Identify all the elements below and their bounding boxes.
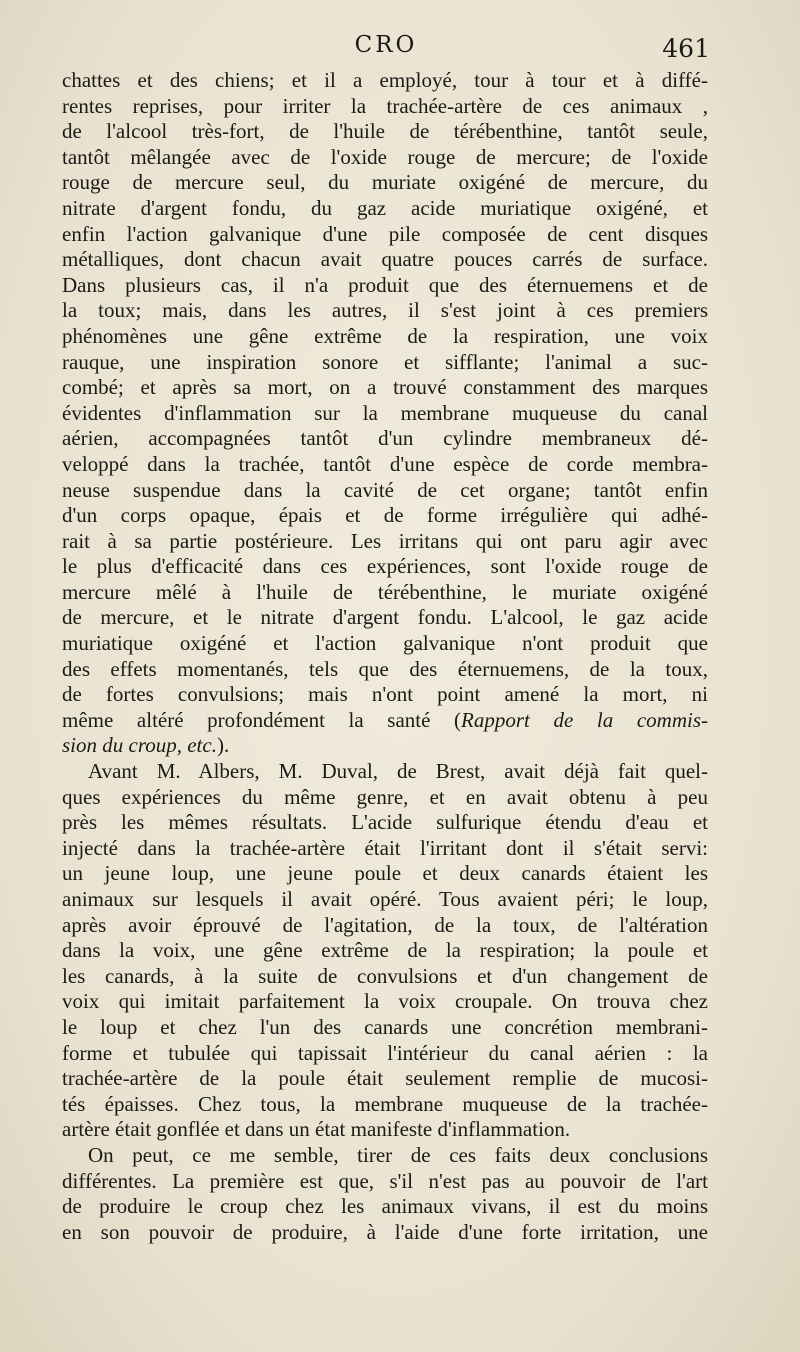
text-line: rait à sa partie postérieure. Les irritans qui ont paru agir avec — [62, 528, 708, 553]
text-line: trachée-artère de la poule était seulement remplie de mucosi- — [62, 1066, 708, 1091]
paragraph-3 — [62, 1143, 708, 1245]
text-line: On peut, ce me semble, tirer de ces faits deux conclusions — [88, 1142, 708, 1167]
text-line: injecté dans la trachée-artère était l'irritant dont il s'était servi: — [62, 835, 708, 860]
text-line: le loup et chez l'un des canards une concrétion membrani- — [62, 1014, 708, 1039]
text-line: combé; et après sa mort, on a trouvé constamment des marques — [62, 375, 708, 400]
text-line: sion du croup, etc.). — [62, 733, 230, 758]
text-line: de l'alcool très-fort, de l'huile de térébenthine, tantôt seule, — [62, 119, 708, 144]
paragraph-1 — [62, 68, 708, 708]
text-line: évidentes d'inflammation sur la membrane muqueuse du canal — [62, 400, 708, 425]
text-line: tés épaisses. Chez tous, la membrane muqueuse de la trachée- — [62, 1091, 708, 1116]
text-line: le plus d'efficacité dans ces expériences, sont l'oxide rouge de — [62, 554, 708, 579]
text-line: métalliques, dont chacun avait quatre pouces carrés de surface. — [62, 247, 708, 272]
text-line: la toux; mais, dans les autres, il s'est joint à ces premiers — [62, 298, 708, 323]
text-line: nitrate d'argent fondu, du gaz acide muriatique oxigéné, et — [62, 195, 708, 220]
page-header — [62, 30, 710, 64]
text-line: après avoir éprouvé de l'agitation, de la toux, de l'altération — [62, 912, 708, 937]
text-line: près les mêmes résultats. L'acide sulfurique étendu d'eau et — [62, 810, 708, 835]
text-line: même altéré profondément la santé (Rapport de la commis- — [62, 707, 708, 732]
text-line: Dans plusieurs cas, il n'a produit que des éternuemens et de — [62, 272, 708, 297]
citation-italic: sion du croup, etc. — [62, 733, 217, 758]
text-line: neuse suspendue dans la cavité de cet organe; tantôt enfin — [62, 477, 708, 502]
text-line: mercure mêlé à l'huile de térébenthine, le muriate oxigéné — [62, 579, 708, 604]
text-line: chattes et des chiens; et il a employé, tour à tour et à diffé- — [62, 68, 708, 92]
text-line: forme et tubulée qui tapissait l'intérieur du canal aérien : la — [62, 1040, 708, 1065]
text-line: veloppé dans la trachée, tantôt d'une espèce de corde membra- — [62, 451, 708, 476]
text-line: voix qui imitait parfaitement la voix croupale. On trouva chez — [62, 989, 708, 1014]
text-line: les canards, à la suite de convulsions et d'un changement de — [62, 963, 708, 988]
text-line: dans la voix, une gêne extrême de la respiration; la poule et — [62, 938, 708, 963]
text-line: animaux sur lesquels il avait opéré. Tous avaient péri; le loup, — [62, 887, 708, 911]
body-text — [62, 68, 708, 1245]
text-line: ques expériences du même genre, et en avait obtenu à peu — [62, 784, 708, 809]
text-line: de produire le croup chez les animaux vivans, il est du moins — [62, 1194, 708, 1219]
running-head: CRO — [354, 32, 418, 58]
paragraph-2 — [62, 759, 708, 1143]
text-line: rauque, une inspiration sonore et sifflante; l'animal a suc- — [62, 349, 708, 374]
text-line: d'un corps opaque, épais et de forme irrégulière qui adhé- — [62, 503, 708, 528]
text-line: en son pouvoir de produire, à l'aide d'une forte irritation, une — [62, 1219, 708, 1244]
text-line: des effets momentanés, tels que des éternuemens, de la toux, — [62, 656, 708, 681]
text-line: Avant M. Albers, M. Duval, de Brest, avait déjà fait quel- — [88, 759, 708, 784]
text-line: enfin l'action galvanique d'une pile composée de cent disques — [62, 221, 708, 246]
text-line: de mercure, et le nitrate d'argent fondu. L'alcool, le gaz acide — [62, 605, 708, 630]
text-line: rentes reprises, pour irriter la trachée-artère de ces animaux , — [62, 93, 708, 118]
text-line: tantôt mêlangée avec de l'oxide rouge de mercure; de l'oxide — [62, 144, 708, 169]
text-line: aérien, accompagnées tantôt d'un cylindre membraneux dé- — [62, 426, 708, 451]
text-line: différentes. La première est que, s'il n'est pas au pouvoir de l'art — [62, 1168, 708, 1193]
page-number: 461 — [662, 34, 710, 63]
text-line: artère était gonflée et dans un état manifeste d'inflammation. — [62, 1117, 571, 1142]
text-line: un jeune loup, une jeune poule et deux canards étaient les — [62, 861, 708, 886]
citation-italic: Rapport de la commis- — [461, 707, 708, 732]
text-line: rouge de mercure seul, du muriate oxigéné de mercure, du — [62, 170, 708, 195]
text-line: muriatique oxigéné et l'action galvanique n'ont produit que — [62, 631, 708, 656]
text-line: phénomènes une gêne extrême de la respiration, une voix — [62, 323, 708, 348]
text-line: de fortes convulsions; mais n'ont point amené la mort, ni — [62, 682, 708, 707]
